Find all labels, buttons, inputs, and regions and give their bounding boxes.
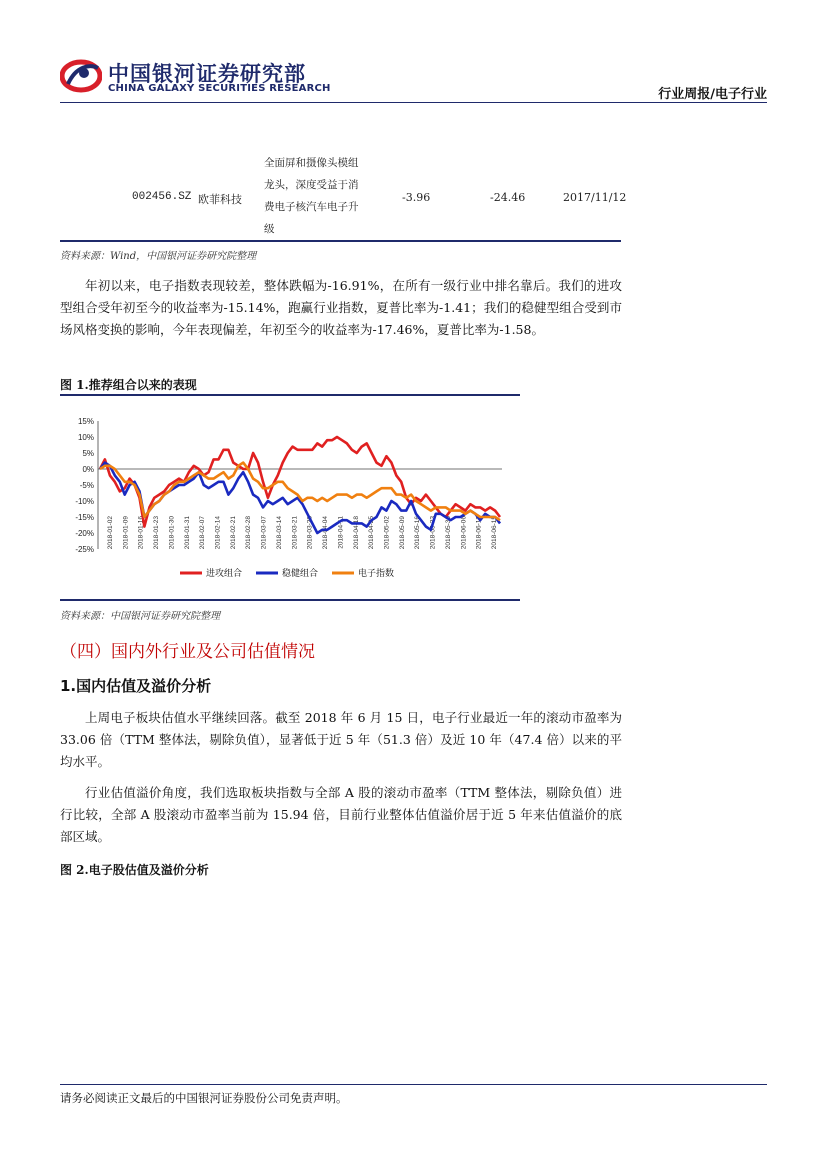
x-tick-label: 2018-06-13 bbox=[475, 516, 483, 550]
footer-divider bbox=[60, 1084, 767, 1085]
figure-1-title: 图 1.推荐组合以来的表现 bbox=[60, 378, 197, 392]
legend-label: 进攻组合 bbox=[206, 569, 243, 579]
table-desc-line: 龙头，深度受益于消 bbox=[264, 179, 359, 191]
y-tick-label: 10% bbox=[77, 433, 94, 442]
x-tick-label: 2018-03-14 bbox=[275, 516, 283, 550]
y-tick-label: -5% bbox=[79, 481, 94, 490]
legend-label: 稳健组合 bbox=[282, 569, 319, 579]
table-desc-line: 全面屏和摄像头模组 bbox=[264, 157, 359, 169]
x-tick-label: 2018-05-09 bbox=[398, 516, 406, 550]
table-bottom-rule bbox=[60, 240, 621, 242]
x-tick-label: 2018-01-23 bbox=[153, 516, 161, 550]
logo-icon bbox=[60, 58, 102, 94]
footer-disclaimer: 请务必阅读正文最后的中国银河证券股份公司免责声明。 bbox=[60, 1091, 348, 1105]
x-tick-label: 2018-06-06 bbox=[460, 516, 468, 550]
header-divider bbox=[60, 102, 767, 103]
figure-1-bottom-rule bbox=[60, 599, 520, 601]
performance-chart bbox=[60, 405, 520, 600]
table-desc-line: 级 bbox=[264, 223, 275, 235]
x-tick-label: 2018-05-23 bbox=[429, 516, 437, 550]
x-tick-label: 2018-05-02 bbox=[383, 516, 391, 550]
x-tick-label: 2018-05-16 bbox=[414, 516, 422, 550]
report-type-label: 行业周报/电子行业 bbox=[658, 87, 767, 102]
legend-label: 电子指数 bbox=[358, 569, 395, 579]
paragraph-performance: 年初以来，电子指数表现较差，整体跌幅为-16.91%，在所有一级行业中排名靠后。我们的进攻型组合受年初至今的收益率为-15.14%，跑赢行业指数，夏普比率为-1.41；我们的稳健型组合受到市场风格变换的影响，今年表现偏差，年初至今的收益率为-17.46%，夏普比率为-1.58。 bbox=[60, 278, 622, 337]
table-cell-value-1: -3.96 bbox=[402, 191, 431, 204]
x-tick-label: 2018-01-02 bbox=[107, 516, 114, 550]
x-tick-label: 2018-04-18 bbox=[352, 516, 360, 550]
table-cell-code: 002456.SZ bbox=[132, 191, 192, 203]
x-tick-label: 2018-02-07 bbox=[199, 516, 207, 550]
x-tick-label: 2018-03-21 bbox=[291, 516, 299, 550]
y-tick-label: -20% bbox=[75, 529, 94, 538]
table-cell-name: 欧菲科技 bbox=[198, 193, 242, 206]
figure-1-source-note: 资料来源：中国银河证券研究院整理 bbox=[60, 611, 220, 622]
x-tick-label: 2018-01-16 bbox=[137, 516, 145, 550]
subsection-heading: 1.国内估值及溢价分析 bbox=[60, 677, 212, 695]
x-tick-label: 2018-01-09 bbox=[122, 516, 130, 550]
x-tick-label: 2018-03-07 bbox=[260, 516, 268, 550]
brand-name-cn: 中国银河证券研究部 bbox=[108, 62, 306, 86]
x-tick-label: 2018-01-30 bbox=[168, 516, 176, 550]
x-tick-label: 2018-06-15 bbox=[491, 516, 498, 550]
x-tick-label: 2018-01-31 bbox=[183, 516, 191, 550]
table-cell-date: 2017/11/12 bbox=[563, 191, 627, 204]
table-cell-value-2: -24.46 bbox=[490, 191, 526, 204]
y-tick-label: 0% bbox=[82, 465, 94, 474]
y-tick-label: -25% bbox=[75, 545, 94, 554]
paragraph-valuation: 上周电子板块估值水平继续回落。截至 2018 年 6 月 15 日，电子行业最近一年的滚动市盈率为 33.06 倍（TTM 整体法，剔除负值），显著低于近 5 年（51.3 倍）及近 10 年（47.4 倍）以来的平均水平。 bbox=[60, 710, 622, 769]
x-tick-label: 2018-04-11 bbox=[337, 516, 345, 549]
x-tick-label: 2018-02-21 bbox=[229, 516, 237, 550]
x-tick-label: 2018-03-28 bbox=[306, 516, 314, 550]
table-cell-desc bbox=[264, 152, 359, 240]
brand-name-en: CHINA GALAXY SECURITIES RESEARCH bbox=[108, 83, 331, 94]
figure-2-title: 图 2.电子股估值及溢价分析 bbox=[60, 863, 209, 877]
section-heading: （四）国内外行业及公司估值情况 bbox=[60, 642, 315, 662]
table-source-note: 资料来源：Wind，中国银河证券研究院整理 bbox=[60, 251, 257, 262]
paragraph-premium: 行业估值溢价角度，我们选取板块指数与全部 A 股的滚动市盈率（TTM 整体法，剔除负值）进行比较，全部 A 股滚动市盈率当前为 15.94 倍，目前行业整体估值溢价居于近 5 年来估值溢价的底部区域。 bbox=[60, 785, 622, 844]
y-tick-label: -15% bbox=[75, 513, 94, 522]
x-tick-label: 2018-04-25 bbox=[368, 516, 376, 550]
x-tick-label: 2018-02-14 bbox=[214, 516, 222, 550]
x-tick-label: 2018-02-28 bbox=[245, 516, 253, 550]
figure-1-top-rule bbox=[60, 394, 520, 396]
y-tick-label: 5% bbox=[82, 449, 94, 458]
y-tick-label: -10% bbox=[75, 497, 94, 506]
y-tick-label: 15% bbox=[77, 417, 94, 426]
table-desc-line: 费电子核汽车电子升 bbox=[264, 201, 359, 213]
x-tick-label: 2018-05-30 bbox=[444, 516, 452, 550]
x-tick-label: 2018-04-04 bbox=[322, 516, 330, 550]
